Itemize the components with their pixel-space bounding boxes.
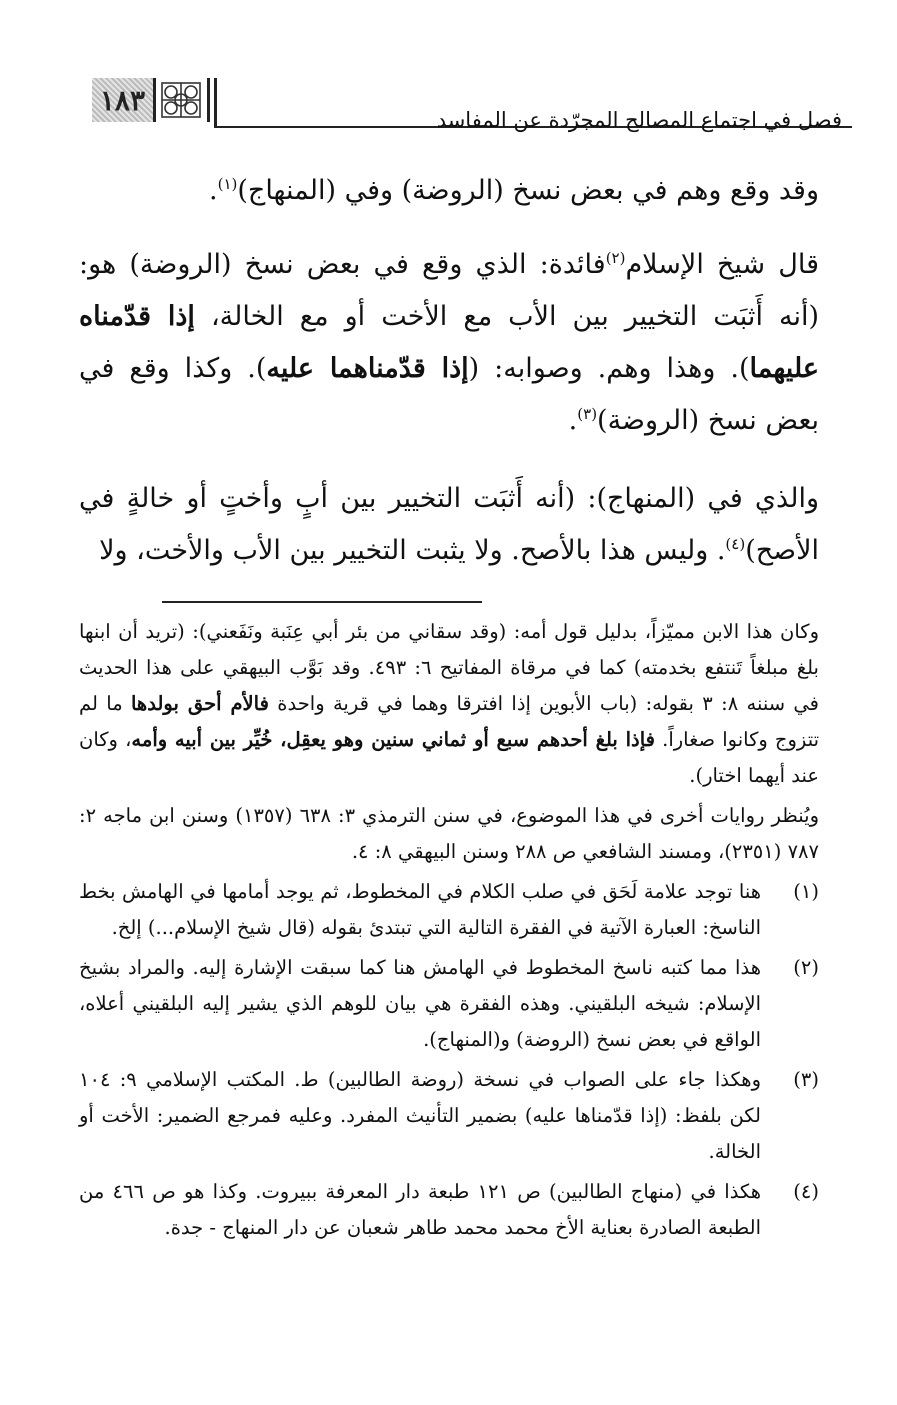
header-vertical-rule	[214, 78, 217, 128]
footnote-text: هنا توجد علامة لَحَق في صلب الكلام في المخطوط، ثم يوجد أمامها في الهامش بخط الناسخ: العبارة الآتية في الفقرة التالية التي تبتدئ بقوله (قال شيخ الإسلام...) إلخ.	[79, 880, 761, 939]
footnote-ref-1: (١)	[217, 175, 238, 193]
paragraph-2-text-b: فائدة: الذي وقع في بعض نسخ (الروضة) هو: (أنه أَثبَت التخيير بين الأب مع الأخت أو مع الخالة،	[79, 249, 819, 332]
page-number-box	[92, 78, 210, 122]
main-text	[79, 165, 819, 603]
paragraph-3-text-b: . وليس هذا بالأصح. ولا يثبت التخيير بين الأب والأخت، ولا	[99, 535, 726, 566]
footnote-cont-text-a: وكان هذا الابن مميّزاً، بدليل قول أمه: (وقد سقاني من بئر أبي عِنَبة ونَفَعني): (تريد أن ابنها بلغ مبلغاً تَنتفع بخدمته) كما في مرقاة المفاتيح ٦: ٤٩٣. وقد بَوَّب البيهقي على هذا الحديث في سننه ٨: ٣ بقوله: (باب الأبوين إذا افترقا وهما في قرية واحدة	[79, 620, 819, 715]
footnote-separator	[162, 601, 482, 603]
page-header	[62, 68, 842, 132]
footnote-cont-bold-2: فإذا بلغ أحدهم سبع أو ثماني سنين وهو يعقِل، خُيِّر بين أبيه وأمه	[131, 728, 655, 751]
footnote-ref-4: (٤)	[725, 535, 746, 553]
paragraph-3	[79, 473, 819, 577]
footnote-cont-bold-1: فالأم أحق بولدها	[130, 692, 269, 715]
footnote-continuation-2: ويُنظر روايات أخرى في هذا الموضوع، في سنن الترمذي ٣: ٦٣٨ (١٣٥٧) وسنن ابن ماجه ٢: ٧٨٧ (٢٣٥١)، ومسند الشافعي ص ٢٨٨ وسنن البيهقي ٨: ٤.	[79, 804, 819, 863]
paragraph-1-text: وقد وقع وهم في بعض نسخ (الروضة) وفي (المنهاج)	[237, 175, 819, 206]
footnote-text: هكذا في (منهاج الطالبين) ص ١٢١ طبعة دار المعرفة ببيروت. وكذا هو ص ٤٦٦ من الطبعة الصادرة بعناية الأخ محمد محمد طاهر شعبان عن دار المنهاج - جدة.	[79, 1180, 761, 1239]
paragraph-3-text-a: والذي في (المنهاج): (أنه أَثبَت التخيير بين أبٍ وأختٍ أو خالةٍ في الأصح)	[79, 483, 819, 566]
footnote-3	[79, 1062, 819, 1170]
footnote-cont-text-b: ما لم تتزوج وكانوا صغاراً.	[79, 692, 820, 751]
footnote-number: (٣)	[793, 1068, 819, 1091]
footnote-text: هذا مما كتبه ناسخ المخطوط في الهامش هنا كما سبقت الإشارة إليه. والمراد بشيخ الإسلام: شيخه البلقيني. وهذه الفقرة هي بيان للوهم الذي يشير إليه البلقيني أعلاه، الواقع في بعض نسخ (الروضة) و(المنهاج).	[79, 956, 761, 1051]
footnote-1	[79, 874, 819, 946]
paragraph-1	[79, 165, 819, 217]
footnote-ref-3: (٣)	[577, 405, 598, 423]
footnote-text: وهكذا جاء على الصواب في نسخة (روضة الطالبين) ط. المكتب الإسلامي ٩: ١٠٤ لكن بلفظ: (إذا قدّمناها عليه) بضمير التأنيث المفرد. وعليه فمرجع الضمير: الأخت أو الخالة.	[79, 1068, 761, 1163]
paragraph-2-text-a: قال شيخ الإسلام	[625, 249, 819, 280]
paragraph-2	[79, 239, 819, 447]
footnotes	[79, 614, 819, 1250]
paragraph-2-text-c: ). وهذا وهم. وصوابه: (	[468, 353, 750, 384]
running-title: فصل في اجتماع المصالح المجرّدة عن المفاسد	[436, 108, 842, 132]
footnote-number: (١)	[793, 880, 819, 903]
ornament-icon	[156, 78, 210, 122]
footnote-number: (٤)	[793, 1180, 819, 1203]
paragraph-2-bold-1: إذا قدّمناه عليهما	[79, 301, 819, 384]
footnote-number: (٢)	[793, 956, 819, 979]
footnote-cont-text-c: ، وكان عند أيهما اختار).	[79, 728, 819, 787]
paragraph-2-bold-2: إذا قدّمناهما عليه	[266, 353, 469, 384]
footnote-4	[79, 1174, 819, 1246]
footnote-continuation-1	[79, 614, 819, 794]
paragraph-2-end: .	[568, 405, 578, 436]
footnote-2	[79, 950, 819, 1058]
footnote-ref-2: (٢)	[605, 249, 626, 267]
paragraph-1-end: .	[208, 175, 218, 206]
page-number: ١٨٣	[92, 78, 156, 122]
paragraph-2-text-d: ). وكذا وقع في بعض نسخ (الروضة)	[79, 353, 819, 436]
